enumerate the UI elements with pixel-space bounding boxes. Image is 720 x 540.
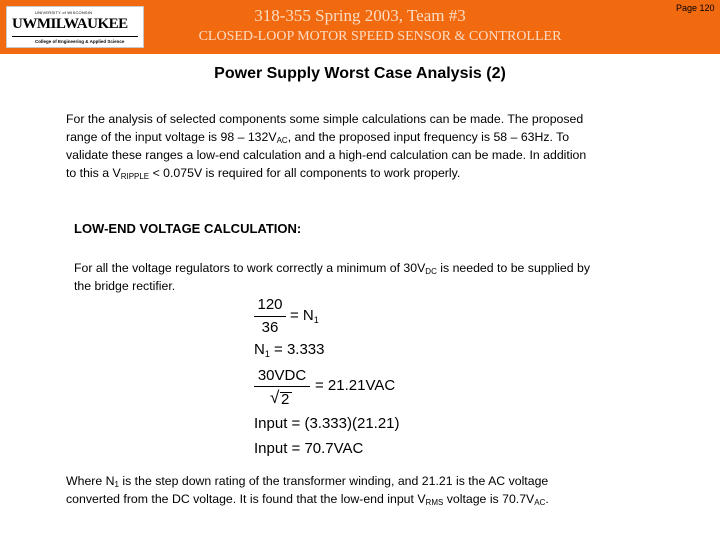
sqrt-symbol: √ bbox=[270, 388, 280, 407]
conclusion-text: . bbox=[545, 492, 549, 506]
eq-text: = N bbox=[290, 307, 314, 324]
subscript: 1 bbox=[313, 315, 319, 325]
intro-text: , and the proposed input frequency is 58 – 63Hz. To bbox=[287, 130, 570, 144]
eq3-rhs: = 21.21VAC bbox=[315, 377, 396, 394]
logo-top-text: UNIVERSITY of WISCONSIN bbox=[35, 10, 93, 15]
subscript: RMS bbox=[425, 498, 444, 507]
conclusion-text: converted from the DC voltage. It is found that the low-end input V bbox=[66, 492, 426, 506]
intro-line: For the analysis of selected components some simple calculations can be made. The proposed bbox=[66, 112, 584, 126]
logo-sub-text: College of Engineering & Applied Science bbox=[35, 39, 125, 44]
subscript: 1 bbox=[114, 480, 119, 489]
intro-line bbox=[66, 164, 586, 182]
intro-line bbox=[66, 128, 586, 146]
eq2 bbox=[254, 341, 325, 358]
lowend-text: For all the voltage regulators to work correctly a minimum of 30V bbox=[74, 261, 426, 275]
intro-text: range of the input voltage is 98 – 132V bbox=[66, 130, 277, 144]
subscript: RIPPLE bbox=[120, 172, 150, 181]
eq1-fraction-bar bbox=[254, 316, 286, 317]
conclusion-paragraph bbox=[66, 472, 549, 508]
eq1-denominator: 36 bbox=[261, 319, 279, 336]
eq-text: N bbox=[254, 341, 265, 358]
conclusion-line bbox=[66, 490, 549, 508]
eq1-rhs bbox=[290, 307, 319, 324]
intro-line: validate these ranges a low-end calculation and a high-end calculation can be made. In addition bbox=[66, 148, 587, 162]
eq3-fraction-bar bbox=[254, 386, 310, 387]
conclusion-text: Where N bbox=[66, 474, 115, 488]
subscript: 1 bbox=[264, 349, 270, 359]
subscript: DC bbox=[425, 267, 437, 276]
eq5: Input = 70.7VAC bbox=[254, 440, 364, 457]
eq-text: = 3.333 bbox=[269, 341, 325, 358]
eq3-denominator: 2 bbox=[281, 391, 290, 408]
conclusion-text: is the step down rating of the transformer winding, and 21.21 is the AC voltage bbox=[118, 474, 549, 488]
project-title: CLOSED-LOOP MOTOR SPEED SENSOR & CONTROLLER bbox=[198, 29, 562, 44]
page-number: Page 120 bbox=[676, 3, 715, 13]
conclusion-line bbox=[66, 472, 549, 490]
lowend-line bbox=[74, 259, 590, 277]
section-heading: LOW-END VOLTAGE CALCULATION: bbox=[74, 221, 302, 236]
lowend-line: the bridge rectifier. bbox=[74, 279, 176, 293]
intro-text: to this a V bbox=[66, 166, 121, 180]
course-title: 318-355 Spring 2003, Team #3 bbox=[254, 6, 466, 25]
eq1-numerator: 120 bbox=[257, 296, 283, 313]
document-title: Power Supply Worst Case Analysis (2) bbox=[214, 65, 506, 82]
subscript: AC bbox=[534, 498, 546, 507]
subscript: AC bbox=[276, 136, 288, 145]
eq3-numerator: 30VDC bbox=[257, 367, 307, 384]
logo-main-text: UWMILWAUKEE bbox=[12, 16, 128, 32]
intro-paragraph bbox=[66, 110, 586, 182]
intro-text: < 0.075V is required for all components to work properly. bbox=[149, 166, 461, 180]
lowend-paragraph bbox=[74, 259, 590, 295]
conclusion-text: voltage is 70.7V bbox=[443, 492, 535, 506]
eq4: Input = (3.333)(21.21) bbox=[254, 415, 400, 432]
lowend-text: is needed to be supplied by bbox=[436, 261, 591, 275]
